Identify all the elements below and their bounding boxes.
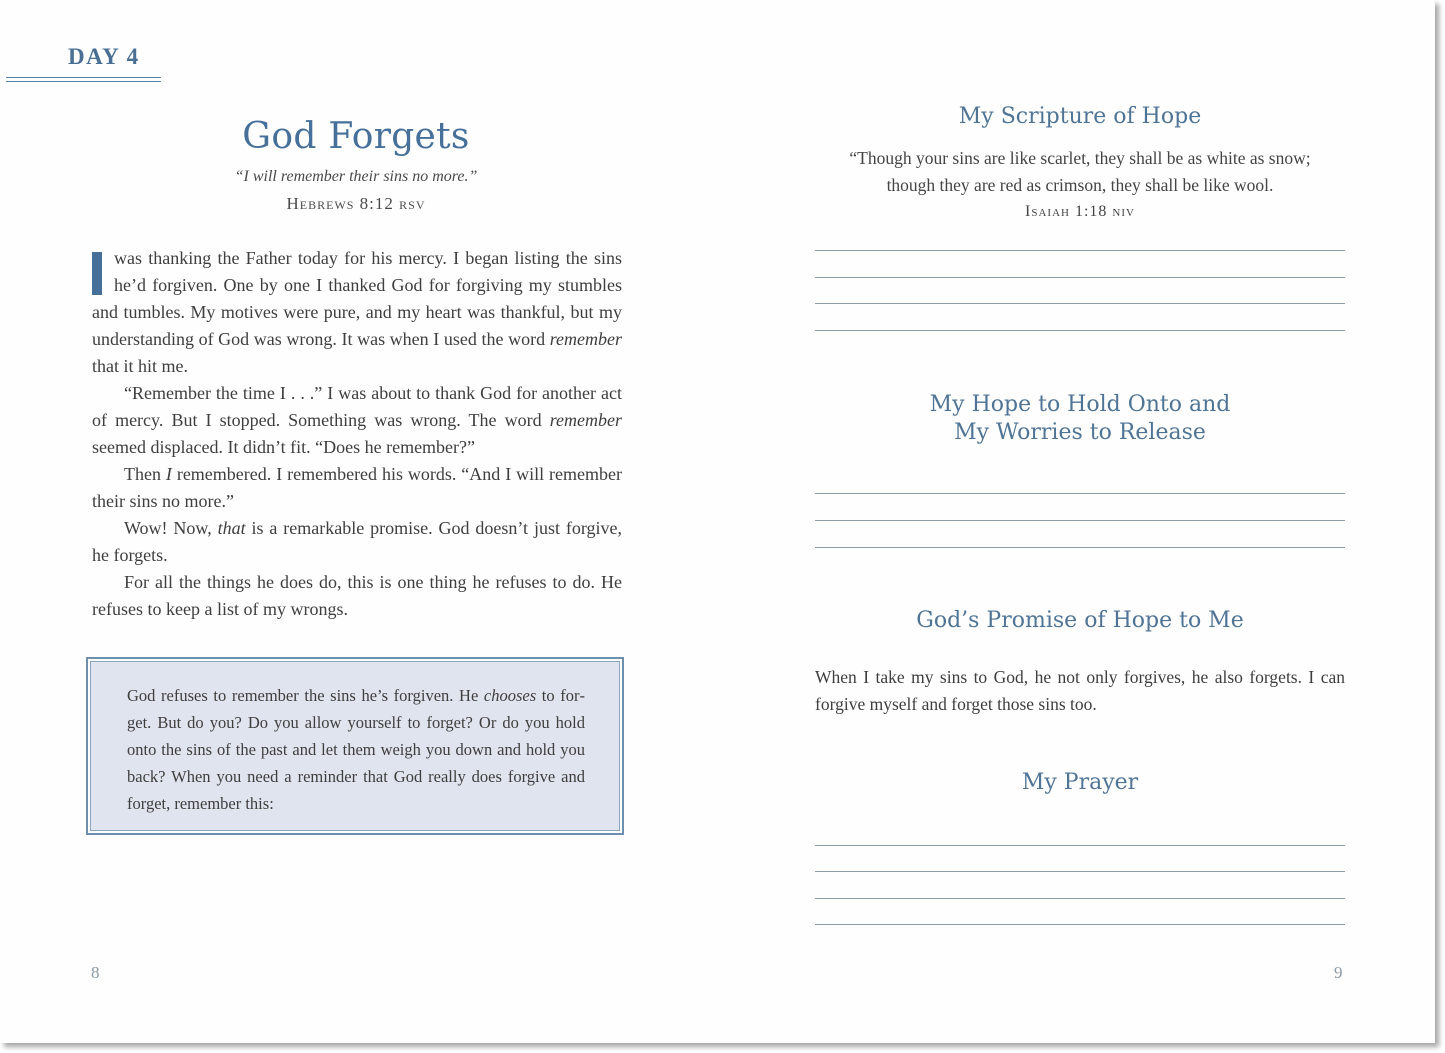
writing-line[interactable] <box>815 520 1345 521</box>
callout-text: God refuses to remember the sins he’s forgiven. He chooses to forget. But do you? Do you allow yourself to forget? Or do you hold onto the sins of the past and let them weigh you down and hold you back? When you need a reminder that God really does forgive and forget, remember this: <box>90 661 620 831</box>
scripture-text: “Though your sins are like scarlet, they shall be as white as snow; though they are red as crimson, they shall be like wool. <box>849 148 1311 195</box>
scripture-writing-lines[interactable] <box>815 250 1345 331</box>
writing-line[interactable] <box>815 277 1345 278</box>
hope-heading-line-2: My Worries to Release <box>954 420 1206 445</box>
scripture-section <box>815 103 1345 225</box>
writing-line[interactable] <box>815 924 1345 925</box>
day-label: DAY 4 <box>68 44 140 69</box>
writing-line[interactable] <box>815 250 1345 251</box>
writing-line[interactable] <box>815 845 1345 846</box>
paragraph-3: Then I remembered. I remembered his words. “And I will remember their sins no more.” <box>92 464 622 511</box>
epigraph <box>90 166 622 220</box>
hope-heading-line-1: My Hope to Hold Onto and <box>929 392 1231 417</box>
paragraph-4: Wow! Now, that is a remarkable promise. God doesn’t just forgive, he forgets. <box>92 518 622 565</box>
writing-line[interactable] <box>815 493 1345 494</box>
prayer-heading: My Prayer <box>1021 770 1139 795</box>
prayer-section <box>815 769 1345 797</box>
prayer-writing-lines[interactable] <box>815 845 1345 925</box>
scripture-reference: Isaiah 1:18 niv <box>1025 203 1135 220</box>
writing-line[interactable] <box>815 898 1345 899</box>
paragraph-2: “Remember the time I . . .” I was about to thank God for another act of mercy. But I stopped. Something was wrong. The word remember seemed displaced. It didn’t fit. “Does he remember?” <box>92 383 622 457</box>
hope-section <box>815 391 1345 447</box>
writing-line[interactable] <box>815 871 1345 872</box>
promise-text: When I take my sins to God, he not only forgives, he also forgets. I can forgive myself and forget those sins too. <box>815 667 1345 714</box>
promise-heading: God’s Promise of Hope to Me <box>916 608 1244 633</box>
devotional-body <box>92 245 622 623</box>
drop-cap-i <box>92 252 102 295</box>
hope-heading <box>815 391 1345 447</box>
writing-line[interactable] <box>815 330 1345 331</box>
page-number-left: 8 <box>91 963 100 982</box>
page-number-right: 9 <box>1334 963 1343 982</box>
promise-section <box>815 607 1345 718</box>
paragraph-1: was thanking the Father today for his mercy. I began listing the sins he’d forgiven. One by one I thanked God for forgiving my stumbles and tumbles. My motives were pure, and my heart was thankful, but my understanding of God was wrong. It was when I used the word remember that it hit me. <box>92 248 622 376</box>
scripture-heading: My Scripture of Hope <box>958 104 1202 129</box>
epigraph-quote: “I will remember their sins no more.” <box>234 168 478 185</box>
writing-line[interactable] <box>815 547 1345 548</box>
paragraph-5: For all the things he does do, this is one thing he refuses to do. He refuses to keep a list of my wrongs. <box>92 572 622 619</box>
reflection-callout-box <box>86 657 624 835</box>
scripture-passage <box>815 145 1345 225</box>
page-title: God Forgets <box>242 116 470 158</box>
epigraph-reference: Hebrews 8:12 rsv <box>286 194 426 213</box>
hope-writing-lines[interactable] <box>815 493 1345 548</box>
writing-line[interactable] <box>815 303 1345 304</box>
day-label-rule <box>6 77 161 82</box>
